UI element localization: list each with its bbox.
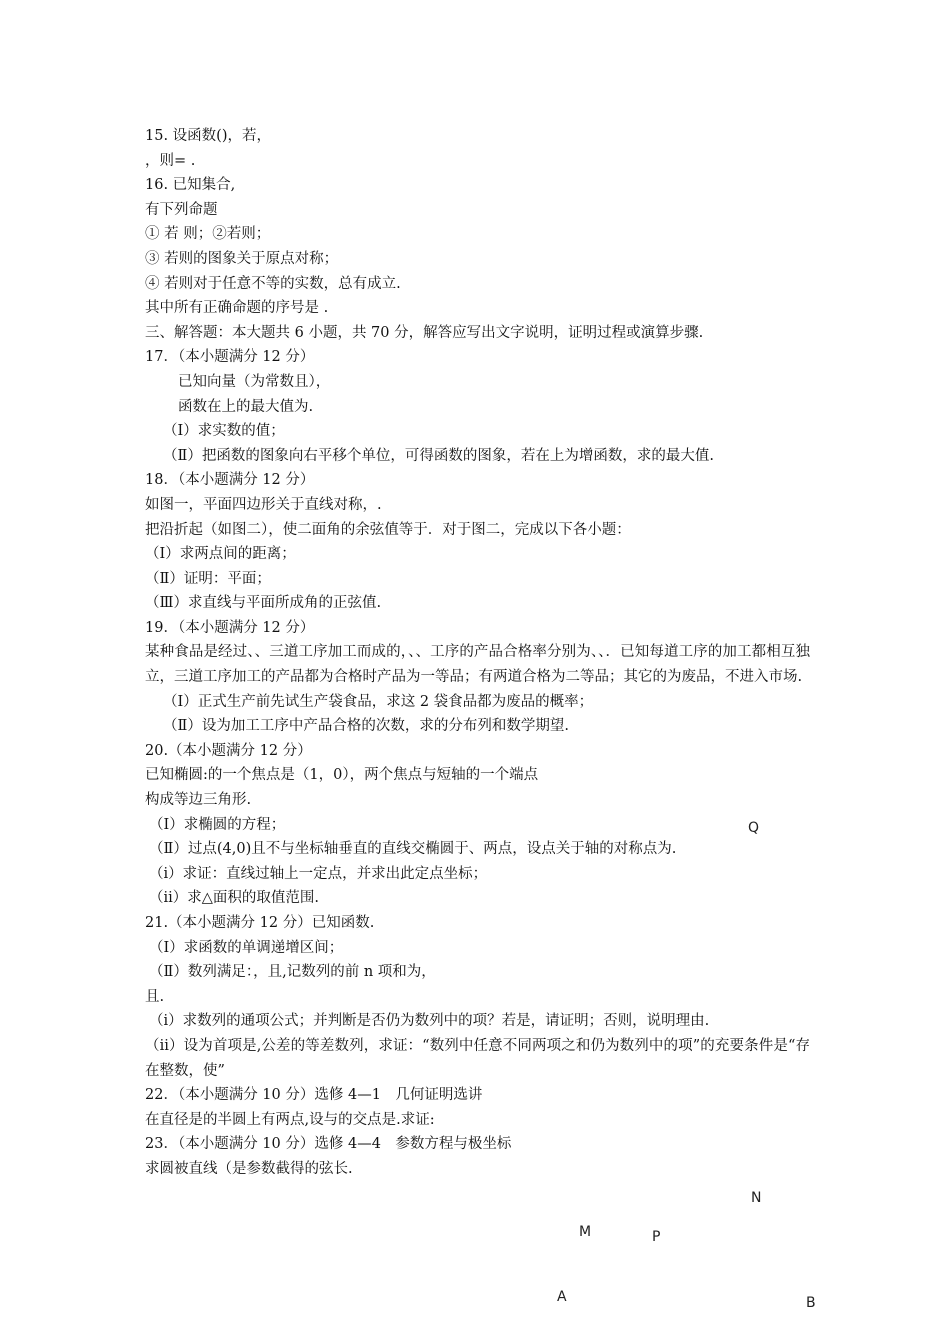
problem-23-body: 求圆被直线（是参数截得的弦长. bbox=[145, 1160, 353, 1177]
problem-16-question: 其中所有正确命题的序号是 . bbox=[145, 300, 329, 317]
problem-20-part-1: （Ⅰ）求椭圆的方程； bbox=[149, 816, 286, 833]
problem-16-heading: 16. 已知集合, bbox=[145, 177, 236, 194]
problem-21-part-2-cont: 且. bbox=[145, 988, 165, 1005]
problem-18-part-3: （Ⅲ）求直线与平面所成角的正弦值. bbox=[145, 595, 382, 612]
problem-18-given-2: 把沿折起（如图二），使二面角的余弦值等于．对于图二，完成以下各小题： bbox=[145, 521, 631, 538]
figure-label-b: B bbox=[806, 1295, 816, 1311]
problem-22-body: 在直径是的半圆上有两点,设与的交点是.求证: bbox=[145, 1111, 435, 1128]
problem-20-heading: 20.（本小题满分 12 分） bbox=[145, 742, 312, 759]
problem-16-proposition-4: ④ 若则对于任意不等的实数，总有成立. bbox=[145, 275, 401, 292]
problem-18-part-1: （Ⅰ）求两点间的距离； bbox=[145, 546, 296, 563]
problem-18-heading: 18．（本小题满分 12 分） bbox=[145, 472, 315, 489]
problem-21-part-2-ii: （ⅱ）设为首项是,公差的等差数列，求证：“数列中任意不同两项之和仍为数列中的项”的充要条件是“存在整数，使” bbox=[145, 1037, 810, 1079]
problem-19-part-2: （Ⅱ）设为加工工序中产品合格的次数，求的分布列和数学期望. bbox=[163, 718, 569, 735]
problem-17-given-2: 函数在上的最大值为. bbox=[178, 398, 314, 415]
problem-19-heading: 19．（本小题满分 12 分） bbox=[145, 619, 315, 636]
problem-20-given-2: 构成等边三角形. bbox=[145, 792, 252, 809]
problem-15-line-1: 15. 设函数()，若， bbox=[145, 128, 271, 144]
problem-18-given-1: 如图一，平面四边形关于直线对称，. bbox=[145, 496, 382, 513]
problem-19-body: 某种食品是经过、、三道工序加工而成的，、、工序的产品合格率分别为、、．已知每道工序的加工都相互独立，三道工序加工的产品都为合格时产品为一等品；有两道合格为二等品；其它的为废品，不进入市场. bbox=[145, 644, 810, 686]
problem-16-intro: 有下列命题 bbox=[145, 201, 218, 218]
document-body bbox=[145, 124, 810, 1182]
problem-23-heading: 23．（本小题满分 10 分）选修 4—4 参数方程与极坐标 bbox=[145, 1136, 512, 1153]
problem-17-part-1: （Ⅰ）求实数的值； bbox=[163, 423, 285, 440]
problem-19-part-1: （Ⅰ）正式生产前先试生产袋食品，求这 2 袋食品都为废品的概率； bbox=[163, 693, 594, 710]
problem-17-heading: 17．（本小题满分 12 分） bbox=[145, 349, 315, 366]
figure-label-n: N bbox=[751, 1190, 762, 1206]
problem-22-heading: 22．（本小题满分 10 分）选修 4—1 几何证明选讲 bbox=[145, 1087, 483, 1104]
problem-21-heading: 21.（本小题满分 12 分）已知函数. bbox=[145, 915, 375, 931]
section-3-heading: 三、解答题：本大题共 6 小题，共 70 分，解答应写出文字说明，证明过程或演算步骤. bbox=[145, 324, 704, 341]
figure-label-m: M bbox=[579, 1224, 592, 1240]
problem-20-part-2-ii: （ⅱ）求△面积的取值范围. bbox=[149, 890, 320, 907]
problem-17-given-1: 已知向量（为常数且）， bbox=[178, 373, 331, 390]
problem-20-given-1: 已知椭圆:的一个焦点是（1，0），两个焦点与短轴的一个端点 bbox=[145, 767, 539, 784]
problem-16-proposition-1-2: ① 若 则；②若则； bbox=[145, 226, 271, 243]
figure-label-q: Q bbox=[748, 820, 760, 836]
problem-16-proposition-3: ③ 若则的图象关于原点对称； bbox=[145, 250, 339, 267]
problem-21-part-2: （Ⅱ）数列满足：，且,记数列的前 n 项和为， bbox=[149, 964, 436, 981]
problem-15-line-2: ，则= . bbox=[145, 152, 196, 169]
problem-17-part-2: （Ⅱ）把函数的图象向右平移个单位，可得函数的图象，若在上为增函数，求的最大值. bbox=[163, 447, 714, 464]
problem-20-part-2-i: （ⅰ）求证：直线过轴上一定点，并求出此定点坐标； bbox=[149, 865, 488, 882]
problem-18-part-2: （Ⅱ）证明：平面； bbox=[145, 570, 271, 587]
figure-label-a: A bbox=[557, 1289, 567, 1305]
problem-21-part-1: （Ⅰ）求函数的单调递增区间； bbox=[149, 939, 344, 956]
problem-21-part-2-i: （ⅰ）求数列的通项公式；并判断是否仍为数列中的项？若是，请证明；否则，说明理由. bbox=[149, 1013, 710, 1030]
figure-label-p: P bbox=[652, 1229, 661, 1245]
problem-20-part-2: （Ⅱ）过点(4,0)且不与坐标轴垂直的直线交椭圆于、两点，设点关于轴的对称点为. bbox=[149, 841, 677, 858]
